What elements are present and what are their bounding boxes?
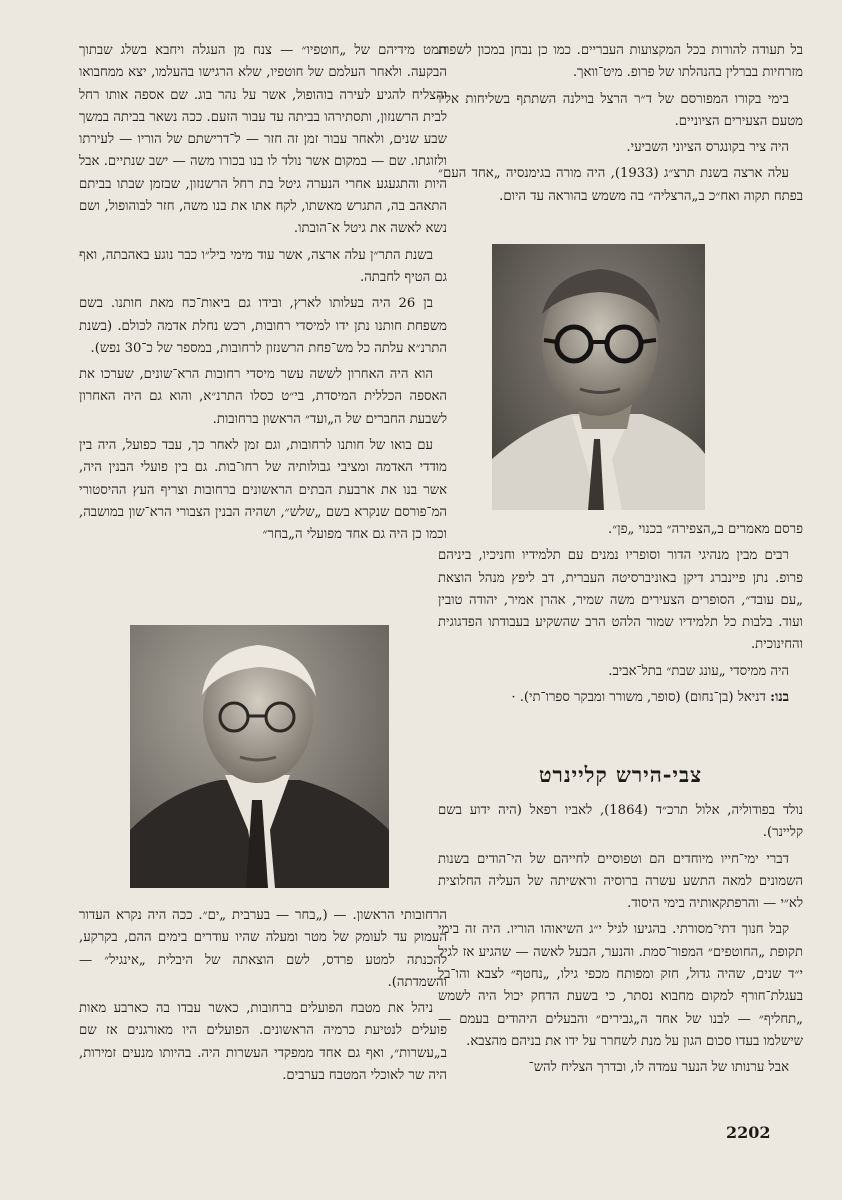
right-column-bottom <box>438 800 803 1084</box>
paragraph: עלה ארצה בשנת תרצ״ג (1933), היה מורה בגימנסיה „אחד העם״ בפתח תקוה ואח״כ ב„הרצליה״ בה משמש בהוראה עד היום. <box>438 166 803 204</box>
paragraph: בל תעודה להורות בכל המקצועות העבריים. כמו כן נבחן במכון לשפות מזרחיות בברלין בהנהלתו של פרופ. מיט־וואך. <box>438 43 803 81</box>
paragraph: רבים מבין מנהיגי הדור וסופריו נמנים עם תלמידיו וחניכיו, ביניהם פרופ. נתן פיינברג דיקן באוניברסיטה העברית, דב ליפץ מנהל הוצאת „עם עובד״, הסופרים הצעירים משה שמיר, אהרן אמיר, יהודה טובין ועוד. בלבות כל תלמידיו שמור הלהט הרב שהשקיע בעבודתו הפדגוגית והחינוכית. <box>438 548 803 653</box>
paragraph: הוא היה האחרון לששה עשר מיסדי רחובות הרא־שונים, שערכו את האספה הכללית המיסדת, בי״ט כסלו התרנ״א, והוא גם היה האחרון לשבעת החברים של ה„ועד״ הראשון ברחובות. <box>79 367 447 427</box>
son-label: בנו: <box>770 690 789 706</box>
paragraph: קבל חנוך דתי־מסורתי. בהגיעו לגיל י״ג השיאוהו הוריו. היה זה בימי תקופת „החוטפים״ המפור־סמת. והנער, הבעל לאשה — שהגיע אז לגיל י״ד שנים, שהיה גדול, חזק ומפותח מכפי גילו, „נחטף״ לצבא והו־בל בעגלת־חורף למקום מחבוא נסתר, כי בשעת הדחק יכול היה לשמש „תחליף״ — לבנו של אחד ה„גבירים״ והבעלים היהודים בעמם — שישלמו בעדו סכום הגון על מנת לשחרר על ידו את בניהם מהצבא. <box>438 922 803 1049</box>
portrait-photo-elderly-man <box>130 625 389 888</box>
paragraph: ניהל את מטבח הפועלים ברחובות, כאשר עבדו בה כארבע מאות פועלים לנטיעת כרמיה הראשונים. הפועלים היו מאורגנים אז שם ב„עשרות״, ואף גם אחד ממפקדי העשרות היה. בהיותו מנעים זמירות, היה שר לאוכלי המטבח בערבים. <box>79 1001 447 1084</box>
paragraph: נולד בפודוליה, אלול תרכ״ד (1864), לאביו רפאל (היה ידוע בשם קליינר). <box>438 803 803 841</box>
right-column-middle <box>438 519 803 713</box>
page-number: 2202 <box>726 1123 771 1142</box>
paragraph: בשנת התר״ן עלה ארצה, אשר עוד מימי ביל״ו כבר נוגע באהבתה, ואף גם הטיף לחבתה. <box>79 247 447 285</box>
paragraph: דברי ימי־חייו מיוחדים הם וטפוסיים לחייהם של הי־הודים בשנות השמונים למאה התשע עשרה ברוסיה וראשיתה של העליה החלוצית לא״י — והרפתקאותיה בימי היסוד. <box>438 851 803 912</box>
paragraph: עם בואו של חותנו לרחובות, וגם זמן לאחר כך, עבד כפועל, היה בין מודדי האדמה ומציבי גבולותיה של רחו־בות. גם בין פועלי הבנין היה, אשר בנו את ארבעת הבתים הראשונים ברחובות וצריף העץ ההיסטורי המ־פורסם שנקרא בשם „שלש״, ושהיה הבנין הצבורי הרא־שון במושבה, וכמו כן היה גם אחד מפועלי ה„בחר״ <box>79 438 447 543</box>
paragraph: היה ציר בקונגרס הציוני השביעי. <box>626 140 789 156</box>
left-column-top <box>79 40 447 551</box>
left-column-bottom <box>79 905 447 1091</box>
paragraph: פרסם מאמרים ב„הצפירה״ בכנוי „פן״. <box>608 522 803 537</box>
paragraph: בן 26 היה בעלותו לארץ, ובידו גם ביאות־כח מאת חותנו. בשם משפחת חותנו נתן ידו למיסדי רחובות, רכש נחלת אדמה לכולם. (בשנת התרנ״א עלתה כל מש־פחת הרשנזון לרחובות, במספר של כ־30 נפש). <box>79 296 447 356</box>
section-heading: צבי-הירש קליינרט <box>538 762 703 787</box>
portrait-photo-bespectacled-man <box>492 244 705 510</box>
paragraph: הרחובותי הראשון. — („בחר — בערבית „ים״. ככה היה נקרא העדור העמוק עד לעומק של מטר ומעלה שהיו עודרים בימים ההם, בקרקע, להכנתה למטע פרדס, לשם הוצאתה של היבלית „אינגיל״ — והשמדתה). <box>79 908 447 990</box>
paragraph: בימי בקורו המפורסם של ד״ר הרצל בוילנה השתתף בשליחות אליו מטעם הצעירים הציוניים. <box>438 91 803 129</box>
right-column-top <box>438 40 803 212</box>
son-line <box>438 687 803 709</box>
paragraph: אבל ערנותו של הנער עמדה לו, ובדרך הצליח להש־ <box>528 1060 789 1076</box>
son-text: דניאל (בן־נחום) (סופר, משורר ומבקר ספרו־תי). · <box>511 690 766 706</box>
paragraph: היה ממיסדי „עונג שבת״ בתל־אביב. <box>608 663 789 679</box>
paragraph: תמט מידיהם של „חוטפיו״ — צנח מן העגלה ויחבא בשלג שבתוך הבקעה. ולאחר העלמם של חוטפיו, שלא הרגישו בהעלמו, יצא ממחבואו והצליח להגיע לעירה בוהופול, אשר על נהר בוג. שם אספה אותו רחל לבית הרשנזון, ותסתירהו בביתה עד עבור הזעם. ככה נשאר בביתה במשך שבע שנים, ולאחר עבור זמן זה חזר — ל־דרישתם של הוריו — לעירתו ולזוגתו. שם — במקום אשר נולד לו בנו בכורו משה — ישב שנתיים. אבל היות והתגעגע אחרי הנערה גיטל בת רחל הרשנזון, שבזמן שבתו בביתם התאהב בה, התגרש מאשתו, לקח אתו את בנו משה, חזר לבוהופול, ושם נשא לאשה את גיטל א־הובתו. <box>79 43 447 237</box>
